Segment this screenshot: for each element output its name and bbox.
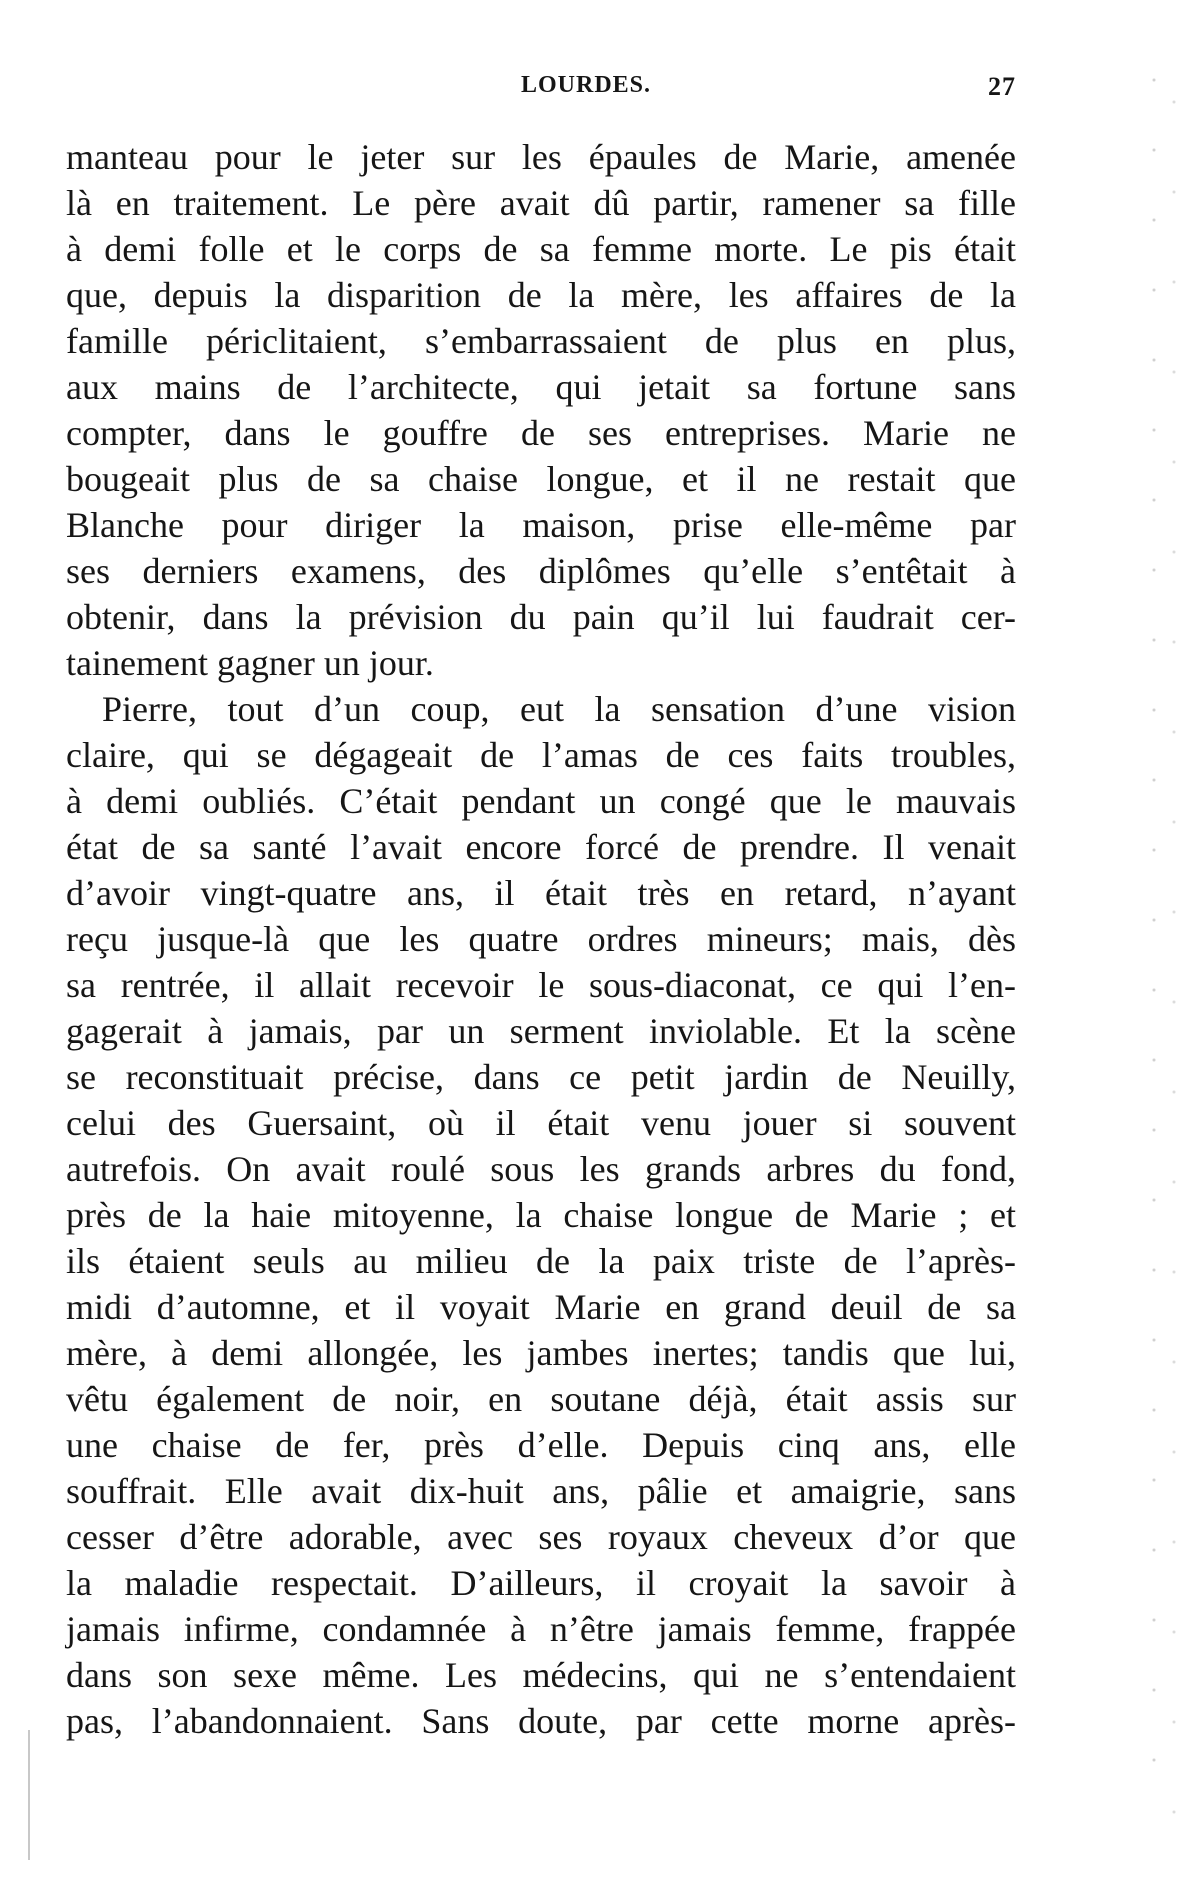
text-line: gagerait à jamais, par un serment inviolable. Et la scène — [66, 1011, 1016, 1051]
text-line: que, depuis la disparition de la mère, les affaires de la — [66, 275, 1016, 315]
text-line: à demi oubliés. C’était pendant un congé que le mauvais — [66, 781, 1016, 821]
text-line: claire, qui se dégageait de l’amas de ces faits troubles, — [66, 735, 1016, 775]
bleed-through-margin — [1114, 60, 1200, 1820]
text-line: ils étaient seuls au milieu de la paix triste de l’après- — [66, 1241, 1016, 1281]
text-line: près de la haie mitoyenne, la chaise longue de Marie ; et — [66, 1195, 1016, 1235]
text-line: obtenir, dans la prévision du pain qu’il lui faudrait cer- — [66, 597, 1016, 637]
text-line: se reconstituait précise, dans ce petit jardin de Neuilly, — [66, 1057, 1016, 1097]
text-line: la maladie respectait. D’ailleurs, il croyait la savoir à — [66, 1563, 1016, 1603]
text-line: autrefois. On avait roulé sous les grands arbres du fond, — [66, 1149, 1016, 1189]
text-line: vêtu également de noir, en soutane déjà, était assis sur — [66, 1379, 1016, 1419]
text-line: celui des Guersaint, où il était venu jouer si souvent — [66, 1103, 1016, 1143]
text-line: là en traitement. Le père avait dû partir, ramener sa fille — [66, 183, 1016, 223]
text-line: midi d’automne, et il voyait Marie en grand deuil de sa — [66, 1287, 1016, 1327]
text-line: dans son sexe même. Les médecins, qui ne s’entendaient — [66, 1655, 1016, 1695]
text-line: d’avoir vingt-quatre ans, il était très en retard, n’ayant — [66, 873, 1016, 913]
text-line: souffrait. Elle avait dix-huit ans, pâlie et amaigrie, sans — [66, 1471, 1016, 1511]
text-line: à demi folle et le corps de sa femme morte. Le pis était — [66, 229, 1016, 269]
page-header — [62, 72, 1016, 112]
running-head: LOURDES. — [520, 72, 652, 98]
body-text — [66, 134, 1016, 1744]
text-line: Blanche pour diriger la maison, prise elle-même par — [66, 505, 1016, 545]
text-line: famille périclitaient, s’embarrassaient de plus en plus, — [66, 321, 1016, 361]
text-line: aux mains de l’architecte, qui jetait sa fortune sans — [66, 367, 1016, 407]
text-line: une chaise de fer, près d’elle. Depuis cinq ans, elle — [66, 1425, 1016, 1465]
text-line: état de sa santé l’avait encore forcé de prendre. Il venait — [66, 827, 1016, 867]
page-number: 27 — [988, 72, 1016, 101]
text-line: compter, dans le gouffre de ses entreprises. Marie ne — [66, 413, 1016, 453]
text-line: bougeait plus de sa chaise longue, et il ne restait que — [66, 459, 1016, 499]
text-line: manteau pour le jeter sur les épaules de Marie, amenée — [66, 137, 1016, 177]
text-line: jamais infirme, condamnée à n’être jamais femme, frappée — [66, 1609, 1016, 1649]
text-line: tainement gagner un jour. — [66, 643, 434, 683]
text-line: sa rentrée, il allait recevoir le sous-diaconat, ce qui l’en- — [66, 965, 1016, 1005]
text-line: mère, à demi allongée, les jambes inertes; tandis que lui, — [66, 1333, 1016, 1373]
scan-edge-line — [28, 1730, 30, 1860]
text-line: pas, l’abandonnaient. Sans doute, par cette morne après- — [66, 1701, 1016, 1741]
text-line: Pierre, tout d’un coup, eut la sensation d’une vision — [102, 689, 1016, 729]
text-line: cesser d’être adorable, avec ses royaux cheveux d’or que — [66, 1517, 1016, 1557]
text-line: reçu jusque-là que les quatre ordres mineurs; mais, dès — [66, 919, 1016, 959]
text-line: ses derniers examens, des diplômes qu’elle s’entêtait à — [66, 551, 1016, 591]
